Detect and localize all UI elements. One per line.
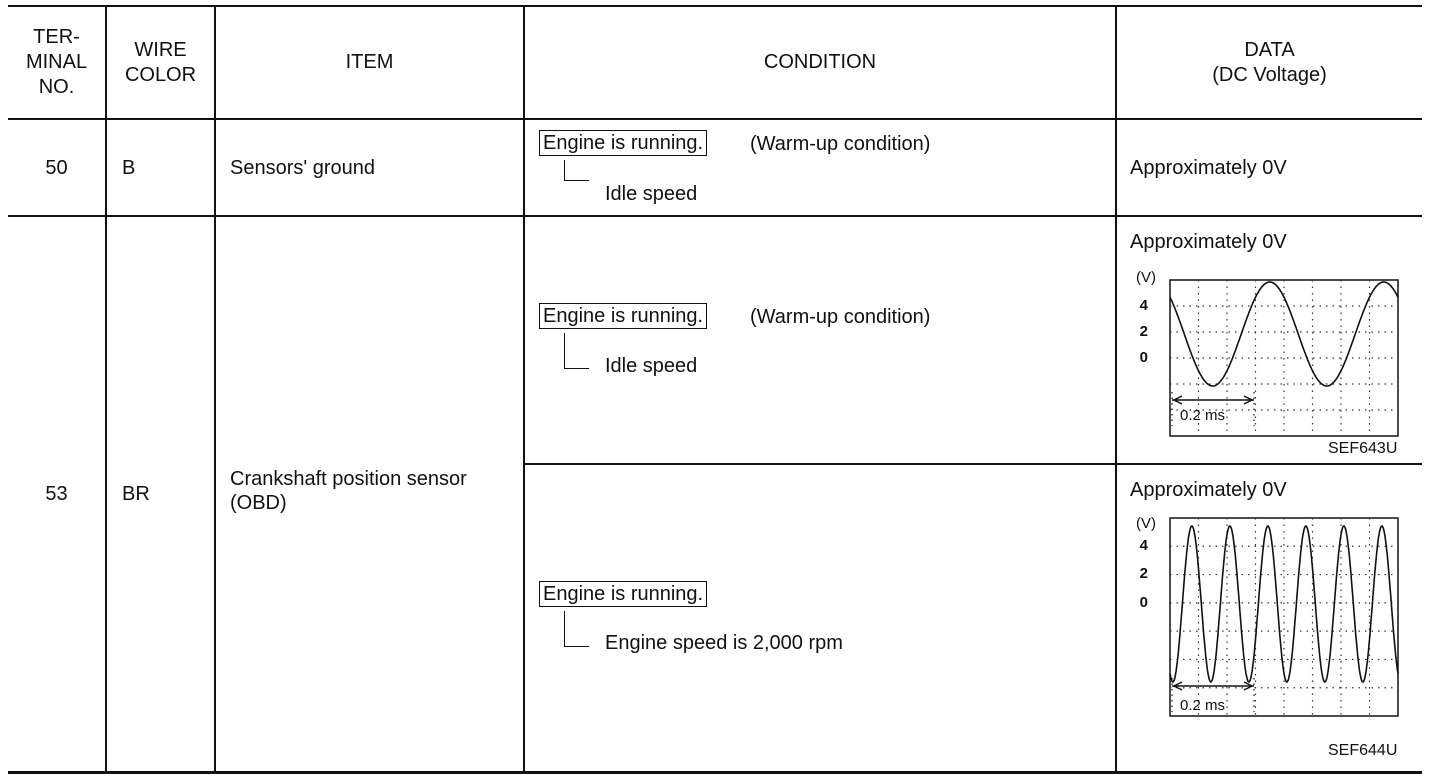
- header-condition: CONDITION: [763, 51, 877, 73]
- row53a-data: Approximately 0V: [1130, 231, 1287, 253]
- row53b-condition-sub: Engine speed is 2,000 rpm: [605, 632, 843, 654]
- fig-a-unit: (V): [1136, 269, 1156, 286]
- fig-a-scope: [1130, 262, 1410, 460]
- row53b-data: Approximately 0V: [1130, 479, 1287, 501]
- fig-b-unit: (V): [1136, 515, 1156, 532]
- fig-b-timebase: 0.2 ms: [1180, 697, 1226, 714]
- fig-a-tick-4: 4: [1139, 297, 1148, 314]
- row50-bottom-rule: [8, 215, 1422, 217]
- row53-terminal: 53: [45, 483, 68, 505]
- row53a-condition-box: Engine is running.: [539, 303, 707, 329]
- row53-item: Crankshaft position sensor (OBD): [230, 468, 467, 514]
- row53-wire: BR: [122, 483, 150, 505]
- row53a-condition-sub: Idle speed: [605, 355, 698, 377]
- fig-b-tick-2: 2: [1139, 565, 1148, 582]
- fig-a-id: SEF643U: [1328, 440, 1398, 457]
- scope-trace: [1170, 282, 1398, 386]
- header-data: DATA (DC Voltage): [1212, 38, 1327, 86]
- col-rule-3: [523, 5, 525, 773]
- waveform-figure-b: [1130, 510, 1410, 768]
- row53b-condition-box: Engine is running.: [539, 581, 707, 607]
- row50-condition-note: (Warm-up condition): [750, 133, 931, 155]
- row50-item: Sensors' ground: [230, 157, 376, 179]
- fig-a-tick-2: 2: [1139, 323, 1148, 340]
- col-rule-2: [214, 5, 216, 773]
- fig-b-scope: [1130, 510, 1410, 768]
- row50-wire: B: [122, 157, 136, 179]
- col-rule-1: [105, 5, 107, 773]
- row53b-condition-elbow: [564, 611, 589, 647]
- row50-condition-box: Engine is running.: [539, 130, 707, 156]
- fig-b-tick-0: 0: [1139, 594, 1148, 611]
- fig-a-timebase: 0.2 ms: [1180, 407, 1226, 424]
- row53a-condition-elbow: [564, 333, 589, 369]
- row50-data: Approximately 0V: [1130, 157, 1287, 179]
- table-bottom-rule: [8, 771, 1422, 774]
- col-rule-4: [1115, 5, 1117, 773]
- row50-condition-elbow: [564, 160, 589, 181]
- header-item: ITEM: [345, 51, 394, 73]
- row53a-condition-note: (Warm-up condition): [750, 306, 931, 328]
- header-terminal-no: TER- MINAL NO.: [25, 26, 88, 98]
- fig-b-tick-4: 4: [1139, 537, 1148, 554]
- fig-a-tick-0: 0: [1139, 349, 1148, 366]
- fig-b-id: SEF644U: [1328, 742, 1398, 759]
- row50-condition-sub: Idle speed: [605, 183, 698, 205]
- row53-mid-rule: [524, 463, 1422, 465]
- waveform-figure-a: [1130, 262, 1410, 460]
- header-bottom-rule: [8, 118, 1422, 120]
- row50-terminal: 50: [45, 157, 68, 179]
- header-wire-color: WIRE COLOR: [124, 38, 197, 86]
